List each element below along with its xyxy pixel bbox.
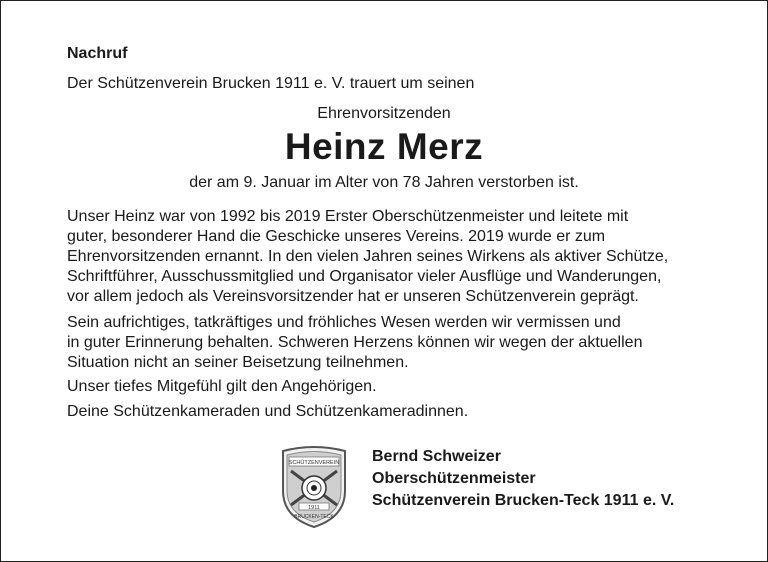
notice-heading: Nachruf bbox=[67, 45, 128, 62]
paragraph-line: Ehrenvorsitzenden ernannt. In den vielen Jahren seines Wirkens als aktiver Schütze, bbox=[67, 248, 669, 265]
signatory-name: Bernd Schweizer bbox=[372, 448, 501, 465]
emblem-bottom-text: BRUCKEN-TECK bbox=[294, 514, 334, 520]
death-line: der am 9. Januar im Alter von 78 Jahren verstorben ist. bbox=[189, 174, 579, 191]
club-emblem-icon bbox=[277, 445, 351, 529]
paragraph-line: Unser Heinz war von 1992 bis 2019 Erster Oberschützenmeister und leitete mit bbox=[67, 208, 629, 225]
signatory-club: Schützenverein Brucken-Teck 1911 e. V. bbox=[372, 492, 675, 509]
emblem-year: 1911 bbox=[308, 505, 320, 511]
paragraph-line: in guter Erinnerung behalten. Schweren Herzens können wir wegen der aktuellen bbox=[67, 334, 643, 351]
emblem-top-text: SCHÜTZENVEREIN bbox=[288, 460, 340, 466]
signatory-title: Oberschützenmeister bbox=[372, 470, 536, 487]
paragraph-line: vor allem jedoch als Vereinsvorsitzender hat er unseren Schützenverein geprägt. bbox=[67, 288, 639, 305]
paragraph-line: Sein aufrichtiges, tatkräftiges und fröhliches Wesen werden wir vermissen und bbox=[67, 314, 621, 331]
paragraph-line: Schriftführer, Ausschussmitglied und Organisator vieler Ausflüge und Wanderungen, bbox=[67, 268, 662, 285]
paragraph-line: guter, besonderer Hand die Geschicke unseres Vereins. 2019 wurde er zum bbox=[67, 228, 606, 245]
paragraph-line: Situation nicht an seiner Beisetzung teilnehmen. bbox=[67, 354, 409, 371]
role-line: Ehrenvorsitzenden bbox=[317, 105, 451, 122]
deceased-name: Heinz Merz bbox=[284, 126, 484, 167]
closing-line: Deine Schützenkameraden und Schützenkameradinnen. bbox=[67, 403, 469, 420]
intro-line: Der Schützenverein Brucken 1911 e. V. trauert um seinen bbox=[67, 75, 475, 92]
condolence-line: Unser tiefes Mitgefühl gilt den Angehörigen. bbox=[67, 378, 377, 395]
